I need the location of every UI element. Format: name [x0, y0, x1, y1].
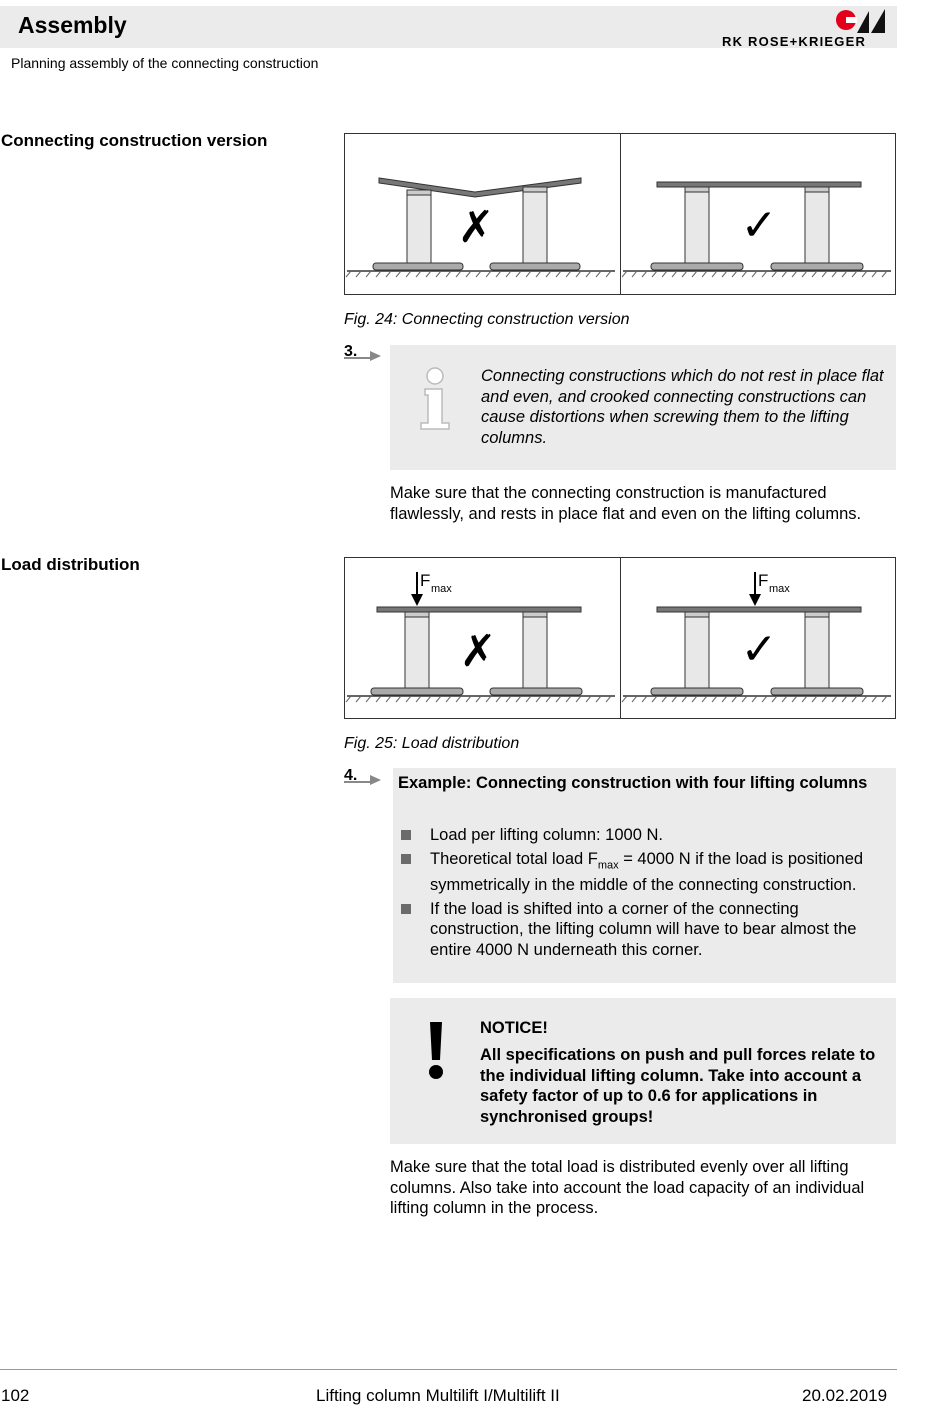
- footer-divider: [0, 1369, 897, 1370]
- example-title: Example: Connecting construction with four lifting columns: [398, 774, 868, 792]
- fig25-right-force-label: F: [758, 571, 769, 590]
- figure-load-distribution: [344, 557, 896, 719]
- fig25-right-panel: [621, 558, 894, 718]
- brand-logo-icon: [835, 7, 887, 33]
- section-label-connecting: Connecting construction version: [1, 131, 268, 150]
- bullet-2-sub: max: [597, 858, 619, 871]
- bullet-3-text: If the load is shifted into a corner of the connecting construction, the lifting column will have to bear almost the entire 4000 N underneath this corner.: [430, 899, 857, 959]
- fig25-wrong-force-label: F: [420, 571, 431, 590]
- bullet-square-icon: [401, 904, 411, 914]
- page-subtitle: Planning assembly of the connecting construction: [11, 55, 319, 71]
- step-3-instruction: Make sure that the connecting construction is manufactured flawlessly, and rests in place flat and even on the lifting columns.: [390, 484, 862, 523]
- fig25-wrong-illustration: [345, 558, 620, 718]
- notice-heading: NOTICE!: [480, 1019, 548, 1037]
- fig24-wrong-illustration: [345, 134, 620, 294]
- list-item: [398, 825, 888, 846]
- info-text: Connecting constructions which do not rest in place flat and even, and crooked connecting constructions can cause distortions when screwing them to the lifting columns.: [481, 367, 884, 447]
- bullet-square-icon: [401, 830, 411, 840]
- fig25-right-force-sub: max: [769, 583, 790, 595]
- fig25-right-mark: ✓: [740, 624, 778, 675]
- footer-product: Lifting column Multilift I/Multilift II: [316, 1386, 560, 1405]
- exclamation-icon: [426, 1022, 446, 1080]
- section-label-load: Load distribution: [1, 555, 140, 574]
- bullet-2-pre: Theoretical total load F: [430, 849, 598, 868]
- list-item: [398, 849, 888, 896]
- bullet-2-post: = 4000 N if the load is positioned symmetrically in the middle of the connecting construction.: [430, 849, 864, 895]
- brand-name: RK ROSE+KRIEGER: [722, 34, 867, 49]
- fig24-wrong-mark: ✗: [457, 202, 495, 253]
- info-icon: [418, 367, 454, 431]
- closing-paragraph: Make sure that the total load is distributed evenly over all lifting columns. Also take into account the load capacity of an individual lifting column in the process.: [390, 1158, 865, 1217]
- example-bullet-list: [398, 825, 888, 963]
- info-box: [390, 345, 896, 470]
- fig25-wrong-panel: [345, 558, 621, 718]
- bullet-square-icon: [401, 854, 411, 864]
- list-item: [398, 899, 888, 961]
- fig24-wrong-panel: [345, 134, 621, 294]
- fig24-right-mark: ✓: [740, 200, 778, 251]
- fig25-wrong-mark: ✗: [459, 626, 497, 677]
- notice-box: [390, 998, 896, 1144]
- figure-connecting-construction: [344, 133, 896, 295]
- page-number: 102: [1, 1386, 30, 1405]
- step-3-arrow-icon: [344, 349, 382, 363]
- fig25-wrong-force-sub: max: [431, 583, 452, 595]
- step-4-arrow-icon: [344, 773, 382, 787]
- fig24-right-panel: [621, 134, 894, 294]
- fig24-caption: Fig. 24: Connecting construction version: [344, 311, 630, 328]
- page-title: Assembly: [18, 12, 127, 38]
- fig24-right-illustration: [621, 134, 894, 294]
- bullet-1-text: Load per lifting column: 1000 N.: [430, 826, 663, 844]
- step-3-number: 3.: [344, 343, 358, 360]
- fig25-caption: Fig. 25: Load distribution: [344, 735, 520, 752]
- notice-text: All specifications on push and pull forces relate to the individual lifting column. Take into account a safety factor of up to 0.6 for applications in synchronised groups!: [480, 1046, 876, 1126]
- footer-date: 20.02.2019: [802, 1386, 888, 1405]
- example-box: [393, 768, 896, 983]
- fig25-right-illustration: [621, 558, 894, 718]
- step-4-number: 4.: [344, 767, 358, 784]
